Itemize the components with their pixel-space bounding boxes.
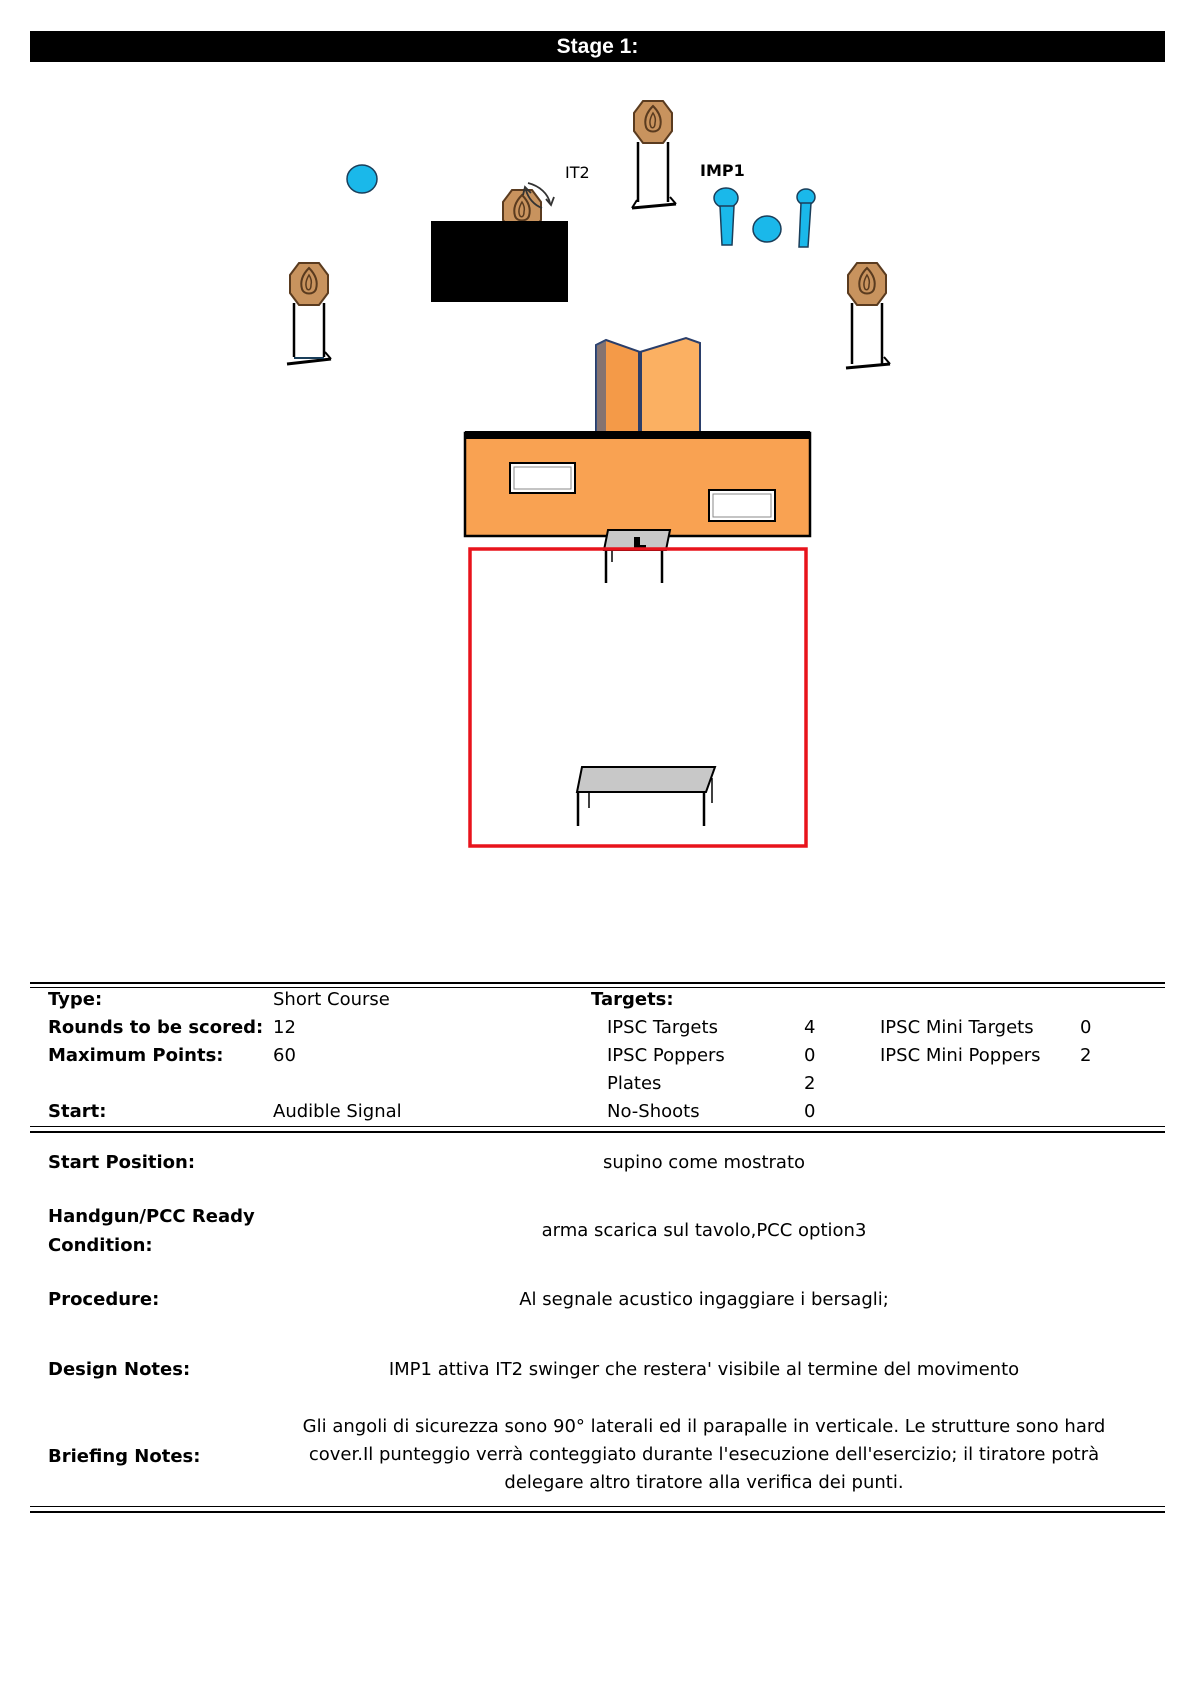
start-position-label: Start Position:: [48, 1152, 196, 1173]
paper-target-back-center: [632, 101, 676, 208]
mini-popper-left: [714, 188, 738, 245]
paper-target-left: [287, 263, 331, 364]
start-label: Start:: [48, 1101, 107, 1122]
main-wall: [465, 431, 810, 536]
target-type-count: 2: [804, 1073, 816, 1094]
target-type-label: No-Shoots: [607, 1101, 700, 1122]
mini-target-type-label: IPSC Mini Poppers: [880, 1045, 1041, 1066]
rule-bottom-2: [30, 1511, 1165, 1513]
stage-title: Stage 1:: [30, 31, 1165, 62]
target-type-label: Plates: [607, 1073, 662, 1094]
type-label: Type:: [48, 989, 103, 1010]
rule-bottom-1: [30, 1506, 1165, 1507]
shooting-area: [470, 549, 806, 846]
target-type-label: IPSC Poppers: [607, 1045, 725, 1066]
paper-target-right: [846, 263, 890, 368]
rule-top-2: [30, 987, 1165, 988]
front-table: [604, 530, 670, 583]
ready-condition-label-2: Condition:: [48, 1235, 153, 1256]
folded-wall: [596, 338, 700, 433]
design-notes-label: Design Notes:: [48, 1359, 191, 1380]
targets-label: Targets:: [591, 989, 674, 1010]
procedure-value: Al segnale acustico ingaggiare i bersagli;: [519, 1289, 889, 1310]
briefing-line: cover.Il punteggio verrà conteggiato durante l'esecuzione dell'esercizio; il tiratore potrà: [308, 1444, 1100, 1465]
target-type-count: 4: [804, 1017, 816, 1038]
briefing-notes-value: [300, 1413, 1108, 1497]
target-type-label: IPSC Targets: [607, 1017, 718, 1038]
mini-target-type-count: 2: [1080, 1045, 1092, 1066]
rule-mid-2: [30, 1131, 1165, 1133]
it2-label: IT2: [565, 163, 590, 182]
max-points-value: 60: [273, 1045, 296, 1066]
design-notes-value: IMP1 attiva IT2 swinger che restera' visibile al termine del movimento: [388, 1359, 1020, 1380]
rounds-value: 12: [273, 1017, 296, 1038]
target-type-count: 0: [804, 1101, 816, 1122]
target-type-count: 0: [804, 1045, 816, 1066]
hard-cover-black: [431, 221, 568, 302]
briefing-line: Gli angoli di sicurezza sono 90° laterali ed il parapalle in verticale. Le strutture sono hard: [302, 1416, 1106, 1437]
steel-plate-left: [347, 165, 377, 193]
briefing-notes-label: Briefing Notes:: [48, 1446, 201, 1467]
procedure-label: Procedure:: [48, 1289, 160, 1310]
rule-top-1: [30, 982, 1165, 984]
wall-window-right: [709, 490, 775, 521]
steel-plate-right: [753, 216, 781, 242]
imp1-label: IMP1: [700, 161, 745, 180]
mini-target-type-label: IPSC Mini Targets: [880, 1017, 1034, 1038]
briefing-line: delegare altro tiratore alla verifica dei punti.: [504, 1472, 904, 1493]
ready-condition-label-1: Handgun/PCC Ready: [48, 1206, 255, 1227]
type-value: Short Course: [273, 989, 390, 1010]
start-value: Audible Signal: [273, 1101, 402, 1122]
ready-condition-value: arma scarica sul tavolo,PCC option3: [541, 1220, 867, 1241]
max-points-label: Maximum Points:: [48, 1045, 224, 1066]
stage-diagram: [0, 70, 1191, 870]
start-table: [577, 767, 715, 826]
mini-popper-right: [797, 189, 815, 247]
rule-mid-1: [30, 1126, 1165, 1127]
start-position-value: supino come mostrato: [602, 1152, 806, 1173]
mini-target-type-count: 0: [1080, 1017, 1092, 1038]
rounds-label: Rounds to be scored:: [48, 1017, 264, 1038]
